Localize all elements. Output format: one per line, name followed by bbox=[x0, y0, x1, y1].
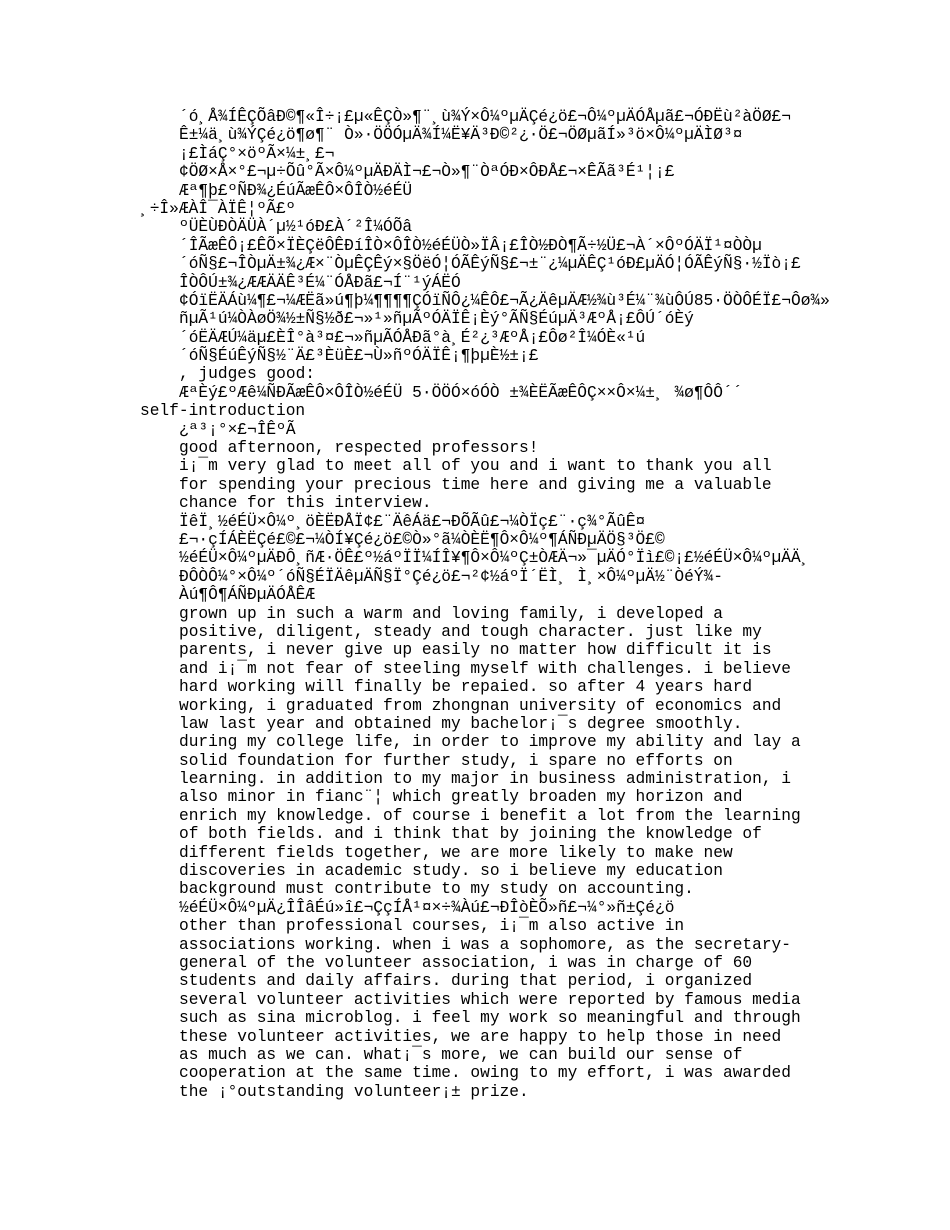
text-line: other than professional courses, i¡¯m also active in bbox=[179, 917, 685, 936]
text-line: cooperation at the same time. owing to my effort, i was awarded bbox=[179, 1064, 791, 1083]
text-line: during my college life, in order to improve my ability and lay a bbox=[179, 733, 801, 752]
text-line: Àú¶Ô¶ÁÑÐµÄÓÅÊÆ bbox=[179, 586, 315, 605]
text-line: ´óËÄÆÚ¼äµ£ÈÎ°à³¤£¬»ñµÃÓÅÐã°à¸É²¿³ÆºÅ¡£Ôø²Î¼ÓÈ«¹ú bbox=[179, 328, 646, 347]
text-line: students and daily affairs. during that period, i organized bbox=[179, 972, 753, 991]
text-line: ½éÉÜ×Ô¼ºµÄ¿ÎÎâÉú»î£¬ÇçÍÅ¹¤×÷¾Àú£¬ÐÎòÈÕ»ñ£¬¼°»ñ±Çé¿ö bbox=[179, 898, 675, 917]
text-line: solid foundation for further study, i spare no efforts on bbox=[179, 751, 733, 770]
text-line: self-introduction bbox=[140, 402, 306, 421]
text-line: ¸÷Î»ÆÀÎ¯ÀÏÊ¦ºÃ£º bbox=[140, 199, 296, 218]
text-line: ÐÔÒÔ¼°×Ô¼º´óÑ§ÉÏÄêµÄÑ§Ï°Çé¿ö£¬²¢½áºÏ´ËÌ¸ Ì¸×Ô¼ºµÄ½¨ÒéÝ¾- bbox=[179, 567, 723, 586]
text-line: good afternoon, respected professors! bbox=[179, 439, 539, 458]
text-line: associations working. when i was a sophomore, as the secretary- bbox=[179, 935, 791, 954]
text-line: working, i graduated from zhongnan university of economics and bbox=[179, 696, 782, 715]
text-line: several volunteer activities which were reported by famous media bbox=[179, 990, 801, 1009]
text-line: of both fields. and i think that by joining the knowledge of bbox=[179, 825, 762, 844]
text-line: ´óÑ§ÉúÊýÑ§½¨Ä£³ÈüÈ£¬Ù»ñºÓÄÏÊ¡¶þµÈ½±¡£ bbox=[179, 347, 539, 366]
text-line: ½éÉÜ×Ô¼ºµÄÐÔ¸ñÆ·ÖÊ£º½áºÏÏ¼ÍÎ¥¶Ô×Ô¼ºÇ±ÒÆÄ¬»¯µÄÓ°Ïì£©¡£½éÉÜ×Ô¼ºµÄÄ¸ bbox=[179, 549, 811, 568]
text-line: ¢ÓïËÄÁù¼¶£¬¼ÆËã»ú¶þ¼¶¶¶¶ÇÓïÑÔ¿¼ÊÔ£¬Ã¿ÄêµÄÆ½¾ù³É¼¨¾ùÔÚ85·ÖÒÔÉÏ£¬Ôø¾» bbox=[179, 291, 830, 310]
text-line: parents, i never give up easily no matter how difficult it is bbox=[179, 641, 772, 660]
text-line: ¿ª³¡°×£¬ÎÊºÃ bbox=[179, 420, 296, 439]
text-line: for spending your precious time here and giving me a valuable bbox=[179, 475, 772, 494]
text-line: ÏêÏ¸½éÉÜ×Ô¼º¸öÈËÐÅÏ¢£¨ÄêÁä£¬ÐÕÃû£¬¼ÒÏç£¨·ç¾°ÃûÊ¤ bbox=[179, 512, 646, 531]
text-line: grown up in such a warm and loving family, i developed a bbox=[179, 604, 723, 623]
text-line: background must contribute to my study on accounting. bbox=[179, 880, 694, 899]
text-line: Ê±¼ä¸ù¾ÝÇé¿ö¶ø¶¨ Ò»·ÖÖÓµÄ¾Í¼Ë¥Ä³Ð©²¿·Ö£¬ÖØµãÍ»³ö×Ô¼ºµÄÌØ³¤ bbox=[179, 126, 743, 145]
text-line: enrich my knowledge. of course i benefit a lot from the learning bbox=[179, 806, 801, 825]
text-line: hard working will finally be repaied. so after 4 years hard bbox=[179, 678, 753, 697]
text-line: i¡¯m very glad to meet all of you and i want to thank you all bbox=[179, 457, 772, 476]
text-line: discoveries in academic study. so i believe my education bbox=[179, 862, 723, 881]
text-line: , judges good: bbox=[179, 365, 315, 384]
text-line: the ¡°outstanding volunteer¡± prize. bbox=[179, 1082, 529, 1101]
text-line: learning. in addition to my major in business administration, i bbox=[179, 770, 791, 789]
text-line: ÆªÈý£ºÆê¼ÑÐÃæÊÔ×ÔÎÒ½éÉÜ 5·ÖÖÓ×óÓÒ ±¾ÈËÃæÊÔÇ××Ô×¼±¸ ¾ø¶ÔÔ´´ bbox=[179, 383, 743, 402]
text-line: ´ÎÃæÊÔ¡£ÊÕ×ÏÈÇëÔÊÐíÎÒ×ÔÎÒ½éÉÜÒ»ÏÂ¡£ÎÒ½ÐÒ¶Ã÷½Ü£¬À´×ÔºÓÄÏ¹¤ÒÒµ bbox=[179, 236, 762, 255]
text-line: ÎÒÔÚ±¾¿ÆÆÄÄÊ³É¼¨ÓÅÐã£¬Í¨¹ýÁËÓ bbox=[179, 273, 461, 292]
text-line: ºÜÈÙÐÒÄÜÀ´µ½¹óÐ£À´²Î¼ÓÕâ bbox=[179, 218, 413, 237]
text-line: ´ó¸Å¾ÍÊÇÕâÐ©¶«Î÷¡£µ«ÊÇÒ»¶¨¸ù¾Ý×Ô¼ºµÄÇé¿ö£¬Ô¼ºµÄÓÅµã£¬ÓÐËù²àÖØ£¬ bbox=[179, 108, 791, 126]
document-body bbox=[140, 108, 830, 1101]
text-line: ´óÑ§£¬ÎÒµÄ±¾¿Æ×¨ÒµÊÇÊý×§ÖëÓ¦ÓÃÊýÑ§£¬±¨¿¼µÄÊÇ¹óÐ£µÄÓ¦ÓÃÊýÑ§·½Ïò¡£ bbox=[179, 255, 801, 274]
text-line: chance for this interview. bbox=[179, 494, 432, 513]
text-line: ¡£ÌáÇ°×öºÃ×¼±¸£¬ bbox=[179, 144, 335, 163]
text-line: as much as we can. what¡¯s more, we can build our sense of bbox=[179, 1045, 743, 1064]
text-line: positive, diligent, steady and tough character. just like my bbox=[179, 622, 762, 641]
text-line: ¢ÖØ×Å×°£¬µ÷Õû°Ã×Ô¼ºµÄÐÄÌ¬£¬Ò»¶¨ÒªÓÐ×ÔÐÅ£¬×ÊÃã³É¹¦¡£ bbox=[179, 163, 675, 182]
text-line: law last year and obtained my bachelor¡¯s degree smoothly. bbox=[179, 714, 743, 733]
text-line: Æª¶þ£ºÑÐ¾¿ÉúÃæÊÔ×ÔÎÒ½éÉÜ bbox=[179, 181, 413, 200]
text-line: also minor in fianc¨¦ which greatly broaden my horizon and bbox=[179, 788, 743, 807]
text-line: different fields together, we are more likely to make new bbox=[179, 843, 733, 862]
text-line: £¬·çÍÁÈËÇé£©£¬¼ÒÍ¥Çé¿ö£©Ò»°ã¼ÒÈË¶Ô×Ô¼º¶ÁÑÐµÄÖ§³Ö£© bbox=[179, 530, 665, 549]
text-line: these volunteer activities, we are happy to help those in need bbox=[179, 1027, 782, 1046]
text-line: such as sina microblog. i feel my work so meaningful and through bbox=[179, 1009, 801, 1028]
text-line: and i¡¯m not fear of steeling myself with challenges. i believe bbox=[179, 659, 791, 678]
text-line: general of the volunteer association, i was in charge of 60 bbox=[179, 953, 753, 972]
text-line: ñµÃ¹ú¼ÒÀøÖ¾½±Ñ§½ð£¬»¹»ñµÃºÓÄÏÊ¡Èý°ÃÑ§ÉúµÄ³ÆºÅ¡£ÔÚ´óÈý bbox=[179, 310, 694, 329]
